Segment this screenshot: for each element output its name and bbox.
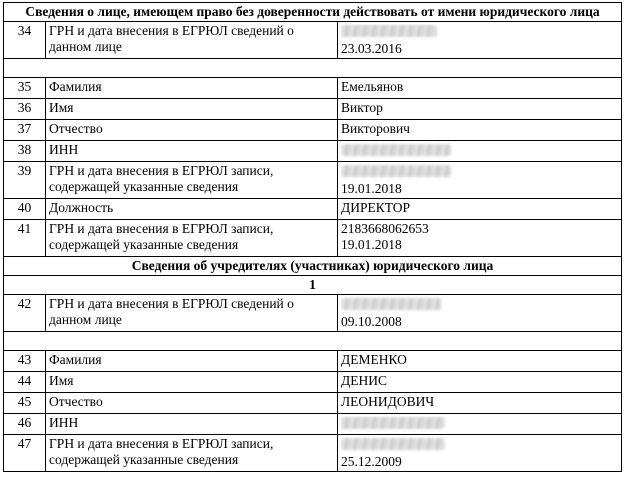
redacted-grn xyxy=(341,165,451,177)
section-header-founders xyxy=(4,257,622,276)
row-value: ДЕМЕНКО xyxy=(338,351,622,372)
redacted-grn xyxy=(341,438,445,450)
table-row xyxy=(4,435,622,472)
row-label xyxy=(46,435,338,472)
table-row xyxy=(4,220,622,257)
table-row xyxy=(4,162,622,199)
redacted-grn xyxy=(341,25,437,37)
row-number: 47 xyxy=(4,435,46,472)
row-value: ЛЕОНИДОВИЧ xyxy=(338,393,622,414)
value-date: 23.03.2016 xyxy=(341,41,402,56)
row-value xyxy=(338,141,622,162)
row-number: 39 xyxy=(4,162,46,199)
section-subheader-founder-number xyxy=(4,276,622,295)
row-value xyxy=(338,435,622,472)
row-label: Фамилия xyxy=(46,351,338,372)
table-row xyxy=(4,22,622,59)
row-label: Фамилия xyxy=(46,78,338,99)
row-value: Виктор xyxy=(338,99,622,120)
row-value xyxy=(338,162,622,199)
row-value: ДЕНИС xyxy=(338,372,622,393)
row-number: 42 xyxy=(4,295,46,332)
value-date: 19.01.2018 xyxy=(341,181,402,196)
table-row xyxy=(4,414,622,435)
section-title: Сведения о лице, имеющем право без доверенности действовать от имени юридического лица xyxy=(4,3,622,22)
table-row xyxy=(4,199,622,220)
row-number: 43 xyxy=(4,351,46,372)
label-line: ГРН и дата внесения в ЕГРЮЛ сведений о xyxy=(49,296,294,311)
label-line: содержащей указанные сведения xyxy=(49,179,239,194)
row-number: 35 xyxy=(4,78,46,99)
row-value xyxy=(338,220,622,257)
row-label xyxy=(46,162,338,199)
label-line: данном лице xyxy=(49,39,122,54)
row-number: 46 xyxy=(4,414,46,435)
row-label: ИНН xyxy=(46,141,338,162)
row-label xyxy=(46,295,338,332)
value-date: 19.01.2018 xyxy=(341,237,402,252)
row-number: 44 xyxy=(4,372,46,393)
row-value xyxy=(338,414,622,435)
value-grn: 2183668062653 xyxy=(341,221,429,236)
row-number: 34 xyxy=(4,22,46,59)
row-label: Имя xyxy=(46,372,338,393)
redacted-inn xyxy=(341,144,451,156)
table-row xyxy=(4,99,622,120)
row-label xyxy=(46,22,338,59)
row-label: ИНН xyxy=(46,414,338,435)
label-line: ГРН и дата внесения в ЕГРЮЛ записи, xyxy=(49,163,274,178)
label-line: содержащей указанные сведения xyxy=(49,452,239,467)
value-date: 09.10.2008 xyxy=(341,314,402,329)
row-label: Отчество xyxy=(46,120,338,141)
row-label xyxy=(46,220,338,257)
spacer-row xyxy=(4,332,622,351)
row-value xyxy=(338,295,622,332)
table-row xyxy=(4,120,622,141)
row-number: 41 xyxy=(4,220,46,257)
table-row xyxy=(4,295,622,332)
row-label: Должность xyxy=(46,199,338,220)
egrul-extract-table xyxy=(3,2,622,472)
row-number: 40 xyxy=(4,199,46,220)
section-header-authorized-person xyxy=(4,3,622,22)
redacted-grn xyxy=(341,298,441,310)
row-label: Отчество xyxy=(46,393,338,414)
table-row xyxy=(4,372,622,393)
row-value: Викторович xyxy=(338,120,622,141)
row-value xyxy=(338,22,622,59)
value-date: 25.12.2009 xyxy=(341,454,402,469)
label-line: данном лице xyxy=(49,312,122,327)
table-row xyxy=(4,351,622,372)
label-line: ГРН и дата внесения в ЕГРЮЛ записи, xyxy=(49,221,274,236)
label-line: ГРН и дата внесения в ЕГРЮЛ записи, xyxy=(49,436,274,451)
row-number: 37 xyxy=(4,120,46,141)
table-row xyxy=(4,78,622,99)
spacer-row xyxy=(4,59,622,78)
table-row xyxy=(4,393,622,414)
label-line: ГРН и дата внесения в ЕГРЮЛ сведений о xyxy=(49,23,294,38)
table-row xyxy=(4,141,622,162)
row-number: 45 xyxy=(4,393,46,414)
founder-number: 1 xyxy=(4,276,622,295)
row-number: 38 xyxy=(4,141,46,162)
row-value: ДИРЕКТОР xyxy=(338,199,622,220)
row-label: Имя xyxy=(46,99,338,120)
row-number: 36 xyxy=(4,99,46,120)
row-value: Емельянов xyxy=(338,78,622,99)
label-line: содержащей указанные сведения xyxy=(49,237,239,252)
section-title: Сведения об учредителях (участниках) юридического лица xyxy=(4,257,622,276)
redacted-inn xyxy=(341,417,445,429)
